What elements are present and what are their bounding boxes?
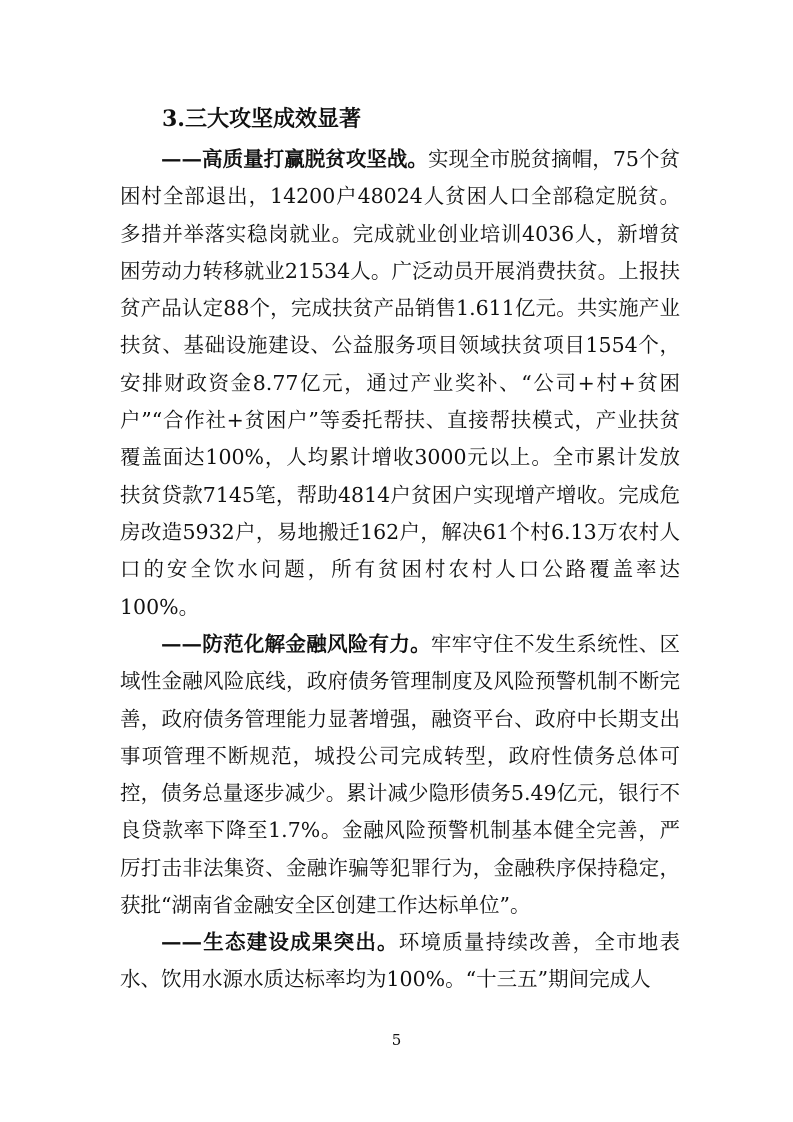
paragraph-poverty-alleviation xyxy=(120,141,680,626)
paragraph-lead: ——生态建设成果突出。 xyxy=(161,930,399,954)
section-heading: 3.三大攻坚成效显著 xyxy=(162,106,361,132)
page-number: 5 xyxy=(391,1031,402,1049)
paragraph-body: 环境质量持续改善，全市地表水、饮用水源水质达标率均为100%。“十三五”期间完成人 xyxy=(120,930,681,992)
paragraph-body: 牢牢守住不发生系统性、区域性金融风险底线，政府债务管理制度及风险预警机制不断完善，政府债务管理能力显著增强，融资平台、政府中长期支出事项管理不断规范，城投公司完成转型，政府性债务总体可控，债务总量逐步减少。累计减少隐形债务5.49亿元，银行不良贷款率下降至1.7%。金融风险预警机制基本健全完善，严厉打击非法集资、金融诈骗等犯罪行为，金融秩序保持稳定，获批“湖南省金融安全区创建工作达标单位”。 xyxy=(120,632,680,918)
paragraph-body: 实现全市脱贫摘帽，75个贫困村全部退出，14200户48024人贫困人口全部稳定脱贫。多措并举落实稳岗就业。完成就业创业培训4036人，新增贫困劳动力转移就业21534人。广泛动员开展消费扶贫。上报扶贫产品认定88个，完成扶贫产品销售1.611亿元。共实施产业扶贫、基础设施建设、公益服务项目领域扶贫项目1554个，安排财政资金8.77亿元，通过产业奖补、“公司+村+贫困户”“合作社+贫困户”等委托帮扶、直接帮扶模式，产业扶贫覆盖面达100%，人均累计增收3000元以上。全市累计发放扶贫贷款7145笔，帮助4814户贫困户实现增产增收。完成危房改造5932户，易地搬迁162户，解决61个村6.13万农村人口的安全饮水问题，所有贫困村农村人口公路覆盖率达100%。 xyxy=(120,147,681,619)
paragraph-lead: ——高质量打赢脱贫攻坚战。 xyxy=(161,147,428,171)
paragraph-ecology xyxy=(120,924,680,999)
paragraph-financial-risk xyxy=(120,626,680,924)
paragraph-lead: ——防范化解金融风险有力。 xyxy=(161,632,431,656)
